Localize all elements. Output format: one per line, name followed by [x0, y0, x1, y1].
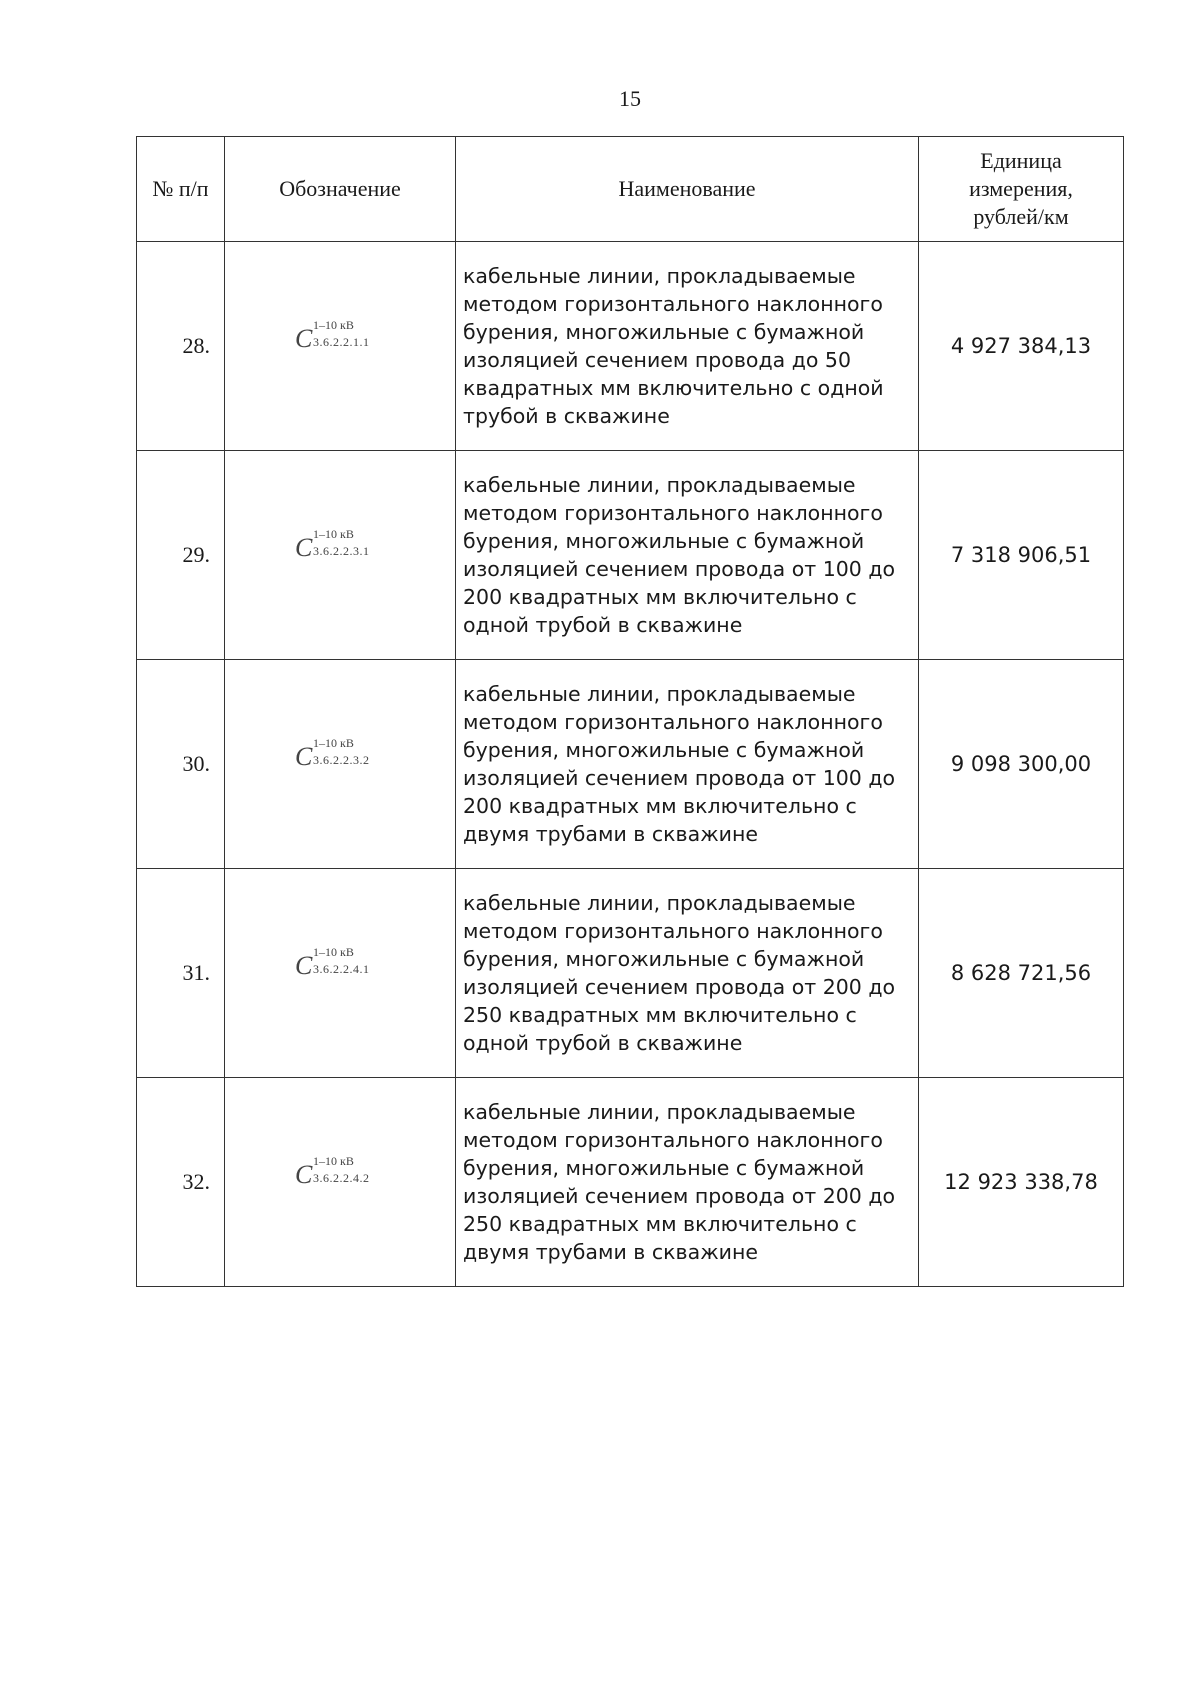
- row-name: кабельные линии, прокладываемые методом горизонтального наклонного бурения, многожильные с бумажной изоляцией сечением провода от 200 до 250 квадратных мм включительно с двумя трубами в скважине: [456, 1078, 919, 1287]
- code-formula: [295, 1154, 375, 1188]
- row-number: 31.: [137, 869, 225, 1078]
- code-base: C: [295, 741, 313, 771]
- table-row: [137, 242, 1124, 451]
- header-num: № п/п: [137, 137, 225, 242]
- row-name: кабельные линии, прокладываемые методом горизонтального наклонного бурения, многожильные с бумажной изоляцией сечением провода от 100 до 200 квадратных мм включительно с одной трубой в скважине: [456, 451, 919, 660]
- row-code: [225, 1078, 456, 1287]
- code-base: C: [295, 532, 313, 562]
- row-name: кабельные линии, прокладываемые методом горизонтального наклонного бурения, многожильные с бумажной изоляцией сечением провода от 100 до 200 квадратных мм включительно с двумя трубами в скважине: [456, 660, 919, 869]
- row-price: 12 923 338,78: [919, 1078, 1124, 1287]
- table-row: [137, 1078, 1124, 1287]
- code-voltage: 1–10 кВ: [313, 1153, 354, 1168]
- row-number: 32.: [137, 1078, 225, 1287]
- table-row: [137, 869, 1124, 1078]
- code-formula: [295, 945, 375, 979]
- code-index: 3.6.2.2.3.1: [313, 543, 370, 558]
- row-name: кабельные линии, прокладываемые методом горизонтального наклонного бурения, многожильные с бумажной изоляцией сечением провода от 200 до 250 квадратных мм включительно с одной трубой в скважине: [456, 869, 919, 1078]
- header-unit-line2: измерения,: [969, 176, 1073, 201]
- row-number: 29.: [137, 451, 225, 660]
- table-row: [137, 451, 1124, 660]
- header-unit-line3: рублей/км: [973, 204, 1069, 229]
- row-code: [225, 451, 456, 660]
- code-index: 3.6.2.2.4.1: [313, 961, 370, 976]
- tariff-table: [136, 136, 1124, 1287]
- code-voltage: 1–10 кВ: [313, 944, 354, 959]
- code-formula: [295, 736, 375, 770]
- row-price: 4 927 384,13: [919, 242, 1124, 451]
- code-index: 3.6.2.2.1.1: [313, 334, 370, 349]
- code-base: C: [295, 323, 313, 353]
- row-code: [225, 242, 456, 451]
- header-name: Наименование: [456, 137, 919, 242]
- row-code: [225, 869, 456, 1078]
- header-unit-line1: Единица: [980, 148, 1062, 173]
- code-voltage: 1–10 кВ: [313, 317, 354, 332]
- row-number: 28.: [137, 242, 225, 451]
- row-price: 9 098 300,00: [919, 660, 1124, 869]
- row-number: 30.: [137, 660, 225, 869]
- table-header-row: [137, 137, 1124, 242]
- code-index: 3.6.2.2.4.2: [313, 1170, 370, 1185]
- row-code: [225, 660, 456, 869]
- page-number: 15: [619, 86, 641, 111]
- row-price: 7 318 906,51: [919, 451, 1124, 660]
- code-voltage: 1–10 кВ: [313, 526, 354, 541]
- code-base: C: [295, 950, 313, 980]
- header-unit: [919, 137, 1124, 242]
- row-name: кабельные линии, прокладываемые методом горизонтального наклонного бурения, многожильные с бумажной изоляцией сечением провода до 50 квадратных мм включительно с одной трубой в скважине: [456, 242, 919, 451]
- header-code: Обозначение: [225, 137, 456, 242]
- code-base: C: [295, 1159, 313, 1189]
- code-index: 3.6.2.2.3.2: [313, 752, 370, 767]
- table-row: [137, 660, 1124, 869]
- code-voltage: 1–10 кВ: [313, 735, 354, 750]
- code-formula: [295, 318, 375, 352]
- code-formula: [295, 527, 375, 561]
- row-price: 8 628 721,56: [919, 869, 1124, 1078]
